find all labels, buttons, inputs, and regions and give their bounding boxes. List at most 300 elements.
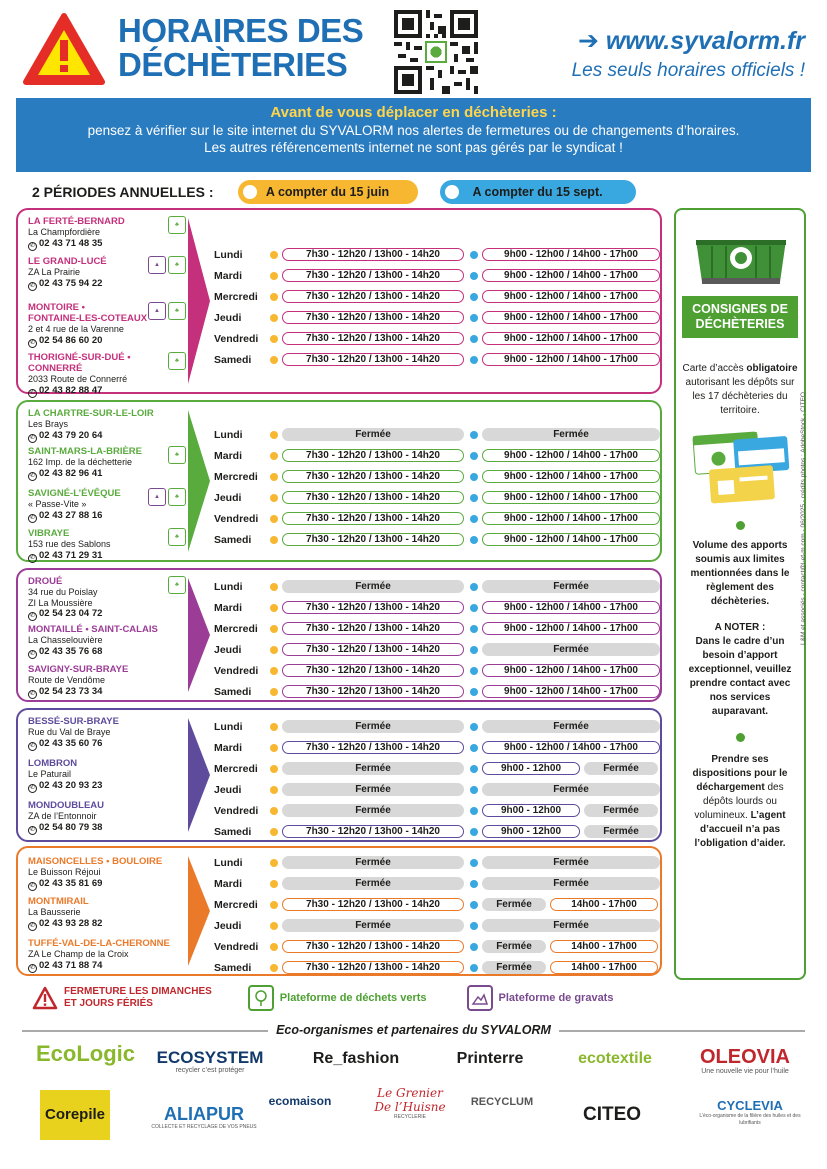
day-label: Vendredi bbox=[214, 940, 259, 953]
site-phone[interactable] bbox=[28, 550, 178, 563]
site-entry bbox=[28, 758, 178, 793]
schedule-row bbox=[214, 597, 662, 618]
partners-title-text: Eco-organismes et partenaires du SYVALORM bbox=[268, 1023, 559, 1037]
hours-badge: 7h30 - 12h20 / 13h00 - 14h20 bbox=[282, 353, 464, 366]
schedule-row bbox=[214, 424, 662, 445]
page-title bbox=[118, 14, 363, 82]
phone-icon: ✆ bbox=[29, 964, 36, 971]
phone-number: 02 54 23 73 34 bbox=[39, 685, 103, 697]
summer-hours bbox=[270, 685, 466, 698]
summer-hours bbox=[270, 825, 466, 838]
partner-tagline: RECYCLERIE bbox=[394, 1114, 426, 1120]
phone-number: 02 43 35 60 76 bbox=[39, 737, 103, 749]
site-address: 2 et 4 rue de la Varenne bbox=[28, 324, 124, 334]
blue-dot-icon bbox=[470, 356, 478, 364]
period-september bbox=[440, 180, 636, 204]
schedule-row bbox=[214, 349, 662, 370]
phone-icon: ✆ bbox=[29, 514, 36, 521]
site-name: THORIGNÉ-SUR-DUÉ • bbox=[28, 352, 131, 363]
schedule-row bbox=[214, 800, 662, 821]
heavy-loads-text-b: des dépôts lourds ou volumineux. bbox=[694, 782, 784, 821]
blue-dot-icon bbox=[470, 688, 478, 696]
summer-hours bbox=[270, 762, 466, 775]
green-waste-icon: ♣ bbox=[168, 352, 186, 370]
yellow-dot-icon bbox=[270, 515, 278, 523]
phone-number: 02 54 86 60 20 bbox=[39, 334, 103, 346]
summer-hours bbox=[270, 470, 466, 483]
phone-icon: ✆ bbox=[29, 554, 36, 561]
site-name: MONTOIRE • bbox=[28, 302, 85, 313]
site-phone[interactable] bbox=[28, 238, 178, 251]
schedule-group bbox=[16, 708, 662, 842]
schedule-row bbox=[214, 618, 662, 639]
partner-name: ecomaison bbox=[268, 1094, 332, 1108]
site-phone[interactable] bbox=[28, 510, 178, 523]
phone-number: 02 43 35 76 68 bbox=[39, 645, 103, 657]
closed-badge: Fermée bbox=[482, 643, 660, 656]
phone-number: 02 54 80 79 38 bbox=[39, 821, 103, 833]
blue-dot-icon bbox=[470, 828, 478, 836]
phone-icon: ✆ bbox=[29, 742, 36, 749]
info-banner bbox=[16, 98, 811, 172]
blue-dot-icon bbox=[442, 182, 462, 202]
winter-hours bbox=[470, 825, 662, 838]
closed-badge: Fermée bbox=[584, 804, 658, 817]
access-card-text-c: autorisant les dépôts sur les 17 déchèteries du territoire. bbox=[685, 377, 795, 416]
schedule-row bbox=[214, 894, 662, 915]
schedule-row bbox=[214, 936, 662, 957]
heavy-loads-text-c: L’agent d’accueil n’a pas l’obligation d’aider. bbox=[694, 810, 786, 849]
winter-hours bbox=[470, 762, 662, 775]
site-phone[interactable] bbox=[28, 822, 178, 835]
phone-icon: ✆ bbox=[29, 922, 36, 929]
schedule-row bbox=[214, 466, 662, 487]
closed-badge: Fermée bbox=[584, 825, 658, 838]
yellow-dot-icon bbox=[270, 604, 278, 612]
site-phone[interactable] bbox=[28, 646, 178, 659]
phone-number: 02 43 35 81 69 bbox=[39, 877, 103, 889]
site-phone[interactable] bbox=[28, 918, 178, 931]
hours-badge: 9h00 - 12h00 / 14h00 - 17h00 bbox=[482, 664, 660, 677]
partner-name: ECOSYSTEM bbox=[156, 1048, 264, 1067]
day-label: Samedi bbox=[214, 825, 252, 838]
day-label: Samedi bbox=[214, 685, 252, 698]
rubble-icon: ▲ bbox=[148, 488, 166, 506]
closed-badge: Fermée bbox=[482, 856, 660, 869]
yellow-dot-icon bbox=[270, 744, 278, 752]
arrow-icon bbox=[188, 856, 210, 966]
closed-badge: Fermée bbox=[482, 919, 660, 932]
day-label: Mardi bbox=[214, 741, 243, 754]
site-phone[interactable] bbox=[28, 430, 178, 443]
day-label: Samedi bbox=[214, 961, 252, 974]
title-line1: HORAIRES DES bbox=[118, 12, 364, 49]
site-badges bbox=[168, 216, 186, 234]
access-card-text-b: obligatoire bbox=[746, 363, 798, 374]
winter-hours bbox=[470, 940, 662, 953]
schedule-row bbox=[214, 244, 662, 265]
site-name-2: FONTAINE-LES-COTEAUX bbox=[28, 313, 148, 324]
summer-hours bbox=[270, 601, 466, 614]
schedule-row bbox=[214, 328, 662, 349]
site-name: SAINT-MARS-LA-BRIÈRE bbox=[28, 446, 142, 457]
yellow-dot-icon bbox=[270, 922, 278, 930]
hours-badge: 9h00 - 12h00 / 14h00 - 17h00 bbox=[482, 741, 660, 754]
phone-number: 02 43 79 20 64 bbox=[39, 429, 103, 441]
partner-logo bbox=[306, 1050, 406, 1072]
yellow-dot-icon bbox=[270, 536, 278, 544]
closed-badge: Fermée bbox=[282, 919, 464, 932]
yellow-dot-icon bbox=[270, 272, 278, 280]
day-label: Jeudi bbox=[214, 491, 242, 504]
yellow-dot-icon bbox=[270, 494, 278, 502]
arrow-icon bbox=[188, 718, 210, 832]
hours-badge: 9h00 - 12h00 / 14h00 - 17h00 bbox=[482, 533, 660, 546]
phone-number: 02 43 82 88 47 bbox=[39, 384, 103, 396]
hours-badge: 14h00 - 17h00 bbox=[550, 898, 658, 911]
hours-badge: 7h30 - 12h20 / 13h00 - 14h20 bbox=[282, 491, 464, 504]
blue-dot-icon bbox=[470, 536, 478, 544]
closed-badge: Fermée bbox=[282, 720, 464, 733]
hours-badge: 9h00 - 12h00 / 14h00 - 17h00 bbox=[482, 449, 660, 462]
periods-label: 2 PÉRIODES ANNUELLES : bbox=[32, 184, 214, 200]
hours-badge: 7h30 - 12h20 / 13h00 - 14h20 bbox=[282, 601, 464, 614]
blue-dot-icon bbox=[470, 251, 478, 259]
summer-hours bbox=[270, 580, 466, 593]
phone-icon: ✆ bbox=[29, 613, 36, 619]
phone-number: 02 43 71 88 74 bbox=[39, 959, 103, 971]
schedule-group bbox=[16, 208, 662, 394]
day-label: Mardi bbox=[214, 269, 243, 282]
blue-dot-icon bbox=[470, 452, 478, 460]
phone-number: 02 43 82 96 41 bbox=[39, 467, 103, 479]
green-bullet-icon bbox=[736, 521, 745, 530]
site-address: 2033 Route de Connerré bbox=[28, 374, 128, 384]
hours-badge: 9h00 - 12h00 / 14h00 - 17h00 bbox=[482, 512, 660, 525]
closed-badge: Fermée bbox=[482, 961, 546, 974]
blue-dot-icon bbox=[470, 744, 478, 752]
hours-badge: 9h00 - 12h00 / 14h00 - 17h00 bbox=[482, 491, 660, 504]
site-name: DROUÉ bbox=[28, 576, 63, 587]
green-waste-icon: ♣ bbox=[168, 528, 186, 546]
heavy-loads-text-a: Prendre ses dispositions pour le déchargement bbox=[692, 754, 788, 793]
site-entry bbox=[28, 302, 178, 348]
site-address: 153 rue des Sablons bbox=[28, 539, 111, 549]
blue-dot-icon bbox=[470, 604, 478, 612]
winter-hours bbox=[470, 622, 662, 635]
hours-badge: 7h30 - 12h20 / 13h00 - 14h20 bbox=[282, 533, 464, 546]
partner-logo bbox=[262, 1094, 338, 1142]
winter-hours bbox=[470, 470, 662, 483]
consignes-panel bbox=[674, 208, 806, 980]
phone-icon: ✆ bbox=[29, 434, 36, 441]
site-address: « Passe-Vite » bbox=[28, 499, 87, 509]
hours-badge: 9h00 - 12h00 bbox=[482, 825, 580, 838]
green-waste-icon: ♣ bbox=[168, 216, 186, 234]
site-phone[interactable] bbox=[28, 780, 178, 793]
rubble-icon: ▲ bbox=[148, 256, 166, 274]
phone-number: 02 43 71 48 35 bbox=[39, 237, 103, 249]
schedule-row bbox=[214, 286, 662, 307]
site-name: MONTMIRAIL bbox=[28, 896, 89, 907]
schedule-row bbox=[214, 873, 662, 894]
site-name: BESSÉ-SUR-BRAYE bbox=[28, 716, 119, 727]
winter-hours bbox=[470, 685, 662, 698]
hours-badge: 7h30 - 12h20 / 13h00 - 14h20 bbox=[282, 741, 464, 754]
site-entry bbox=[28, 856, 178, 891]
site-badges bbox=[168, 352, 186, 370]
site-address: Le Paturail bbox=[28, 769, 72, 779]
site-badges bbox=[148, 256, 186, 274]
hours-badge: 9h00 - 12h00 / 14h00 - 17h00 bbox=[482, 622, 660, 635]
bottom-legend bbox=[32, 980, 613, 1016]
day-label: Jeudi bbox=[214, 643, 242, 656]
summer-hours bbox=[270, 290, 466, 303]
site-badges bbox=[148, 488, 186, 506]
green-waste-legend: Plateforme de déchets verts bbox=[279, 992, 427, 1004]
winter-hours bbox=[470, 720, 662, 733]
closed-badge: Fermée bbox=[482, 428, 660, 441]
period-september-label: A compter du 15 sept. bbox=[472, 185, 603, 199]
site-phone[interactable] bbox=[28, 960, 178, 973]
schedule-row bbox=[214, 307, 662, 328]
summer-hours bbox=[270, 898, 466, 911]
hours-badge: 9h00 - 12h00 / 14h00 - 17h00 bbox=[482, 601, 660, 614]
site-name: MONTAILLÉ • SAINT-CALAIS bbox=[28, 624, 158, 635]
phone-number: 02 43 93 28 82 bbox=[39, 917, 103, 929]
site-entry bbox=[28, 446, 178, 481]
period-june bbox=[238, 180, 418, 204]
schedule-row bbox=[214, 957, 662, 978]
yellow-dot-icon bbox=[270, 251, 278, 259]
blue-dot-icon bbox=[470, 314, 478, 322]
site-phone[interactable] bbox=[28, 335, 178, 348]
site-name: TUFFÉ-VAL-DE-LA-CHERONNE bbox=[28, 938, 170, 949]
closed-badge: Fermée bbox=[482, 898, 546, 911]
website-link[interactable]: ➔ www.syvalorm.fr bbox=[577, 27, 805, 55]
partner-logo bbox=[372, 1086, 448, 1142]
schedule-group bbox=[16, 846, 662, 976]
day-label: Vendredi bbox=[214, 664, 259, 677]
yellow-dot-icon bbox=[270, 293, 278, 301]
partners-title bbox=[0, 1023, 827, 1037]
partner-logo bbox=[40, 1090, 110, 1140]
yellow-dot-icon bbox=[270, 943, 278, 951]
schedule-row bbox=[214, 915, 662, 936]
blue-dot-icon bbox=[470, 494, 478, 502]
rubble-icon bbox=[467, 985, 493, 1011]
schedule-row bbox=[214, 265, 662, 286]
hours-badge: 7h30 - 12h20 / 13h00 - 14h20 bbox=[282, 940, 464, 953]
summer-hours bbox=[270, 512, 466, 525]
summer-hours bbox=[270, 269, 466, 282]
summer-hours bbox=[270, 248, 466, 261]
closed-days-legend bbox=[64, 986, 212, 1010]
green-waste-icon: ♣ bbox=[168, 488, 186, 506]
site-address: La Champfordière bbox=[28, 227, 101, 237]
site-phone[interactable] bbox=[28, 608, 178, 621]
partner-name: EcoLogic bbox=[36, 1041, 136, 1066]
access-cards-icon bbox=[688, 426, 792, 506]
yellow-dot-icon bbox=[270, 828, 278, 836]
winter-hours bbox=[470, 580, 662, 593]
site-address: Route de Vendôme bbox=[28, 675, 106, 685]
summer-hours bbox=[270, 720, 466, 733]
partner-tagline: recycler c’est protéger bbox=[175, 1067, 245, 1074]
phone-icon: ✆ bbox=[29, 826, 36, 833]
partner-name: ALIAPUR bbox=[164, 1104, 244, 1124]
arrow-icon bbox=[188, 218, 210, 384]
winter-hours bbox=[470, 741, 662, 754]
site-phone[interactable] bbox=[28, 878, 178, 891]
warning-icon bbox=[22, 12, 106, 86]
schedule-group bbox=[16, 400, 662, 562]
schedule-row bbox=[214, 529, 662, 550]
winter-hours bbox=[470, 783, 662, 796]
schedule-row bbox=[214, 576, 662, 597]
partner-logo bbox=[560, 1050, 670, 1072]
closed-badge: Fermée bbox=[282, 783, 464, 796]
winter-hours bbox=[470, 856, 662, 869]
blue-dot-icon bbox=[470, 859, 478, 867]
winter-hours bbox=[470, 353, 662, 366]
yellow-dot-icon bbox=[270, 473, 278, 481]
site-name: MONDOUBLEAU bbox=[28, 800, 104, 811]
day-label: Lundi bbox=[214, 428, 243, 441]
day-label: Mercredi bbox=[214, 470, 258, 483]
summer-hours bbox=[270, 919, 466, 932]
site-badges bbox=[168, 576, 186, 594]
hours-badge: 9h00 - 12h00 / 14h00 - 17h00 bbox=[482, 290, 660, 303]
qr-code-icon[interactable] bbox=[394, 10, 478, 94]
phone-icon: ✆ bbox=[29, 339, 36, 346]
day-label: Lundi bbox=[214, 580, 243, 593]
site-phone[interactable] bbox=[28, 738, 178, 751]
banner-text: pensez à vérifier sur le site internet du SYVALORM nos alertes de fermetures ou de changements d’horaires. bbox=[87, 123, 740, 138]
yellow-dot-icon bbox=[270, 786, 278, 794]
yellow-dot-icon bbox=[270, 646, 278, 654]
period-june-label: A compter du 15 juin bbox=[265, 185, 390, 199]
yellow-dot-icon bbox=[270, 807, 278, 815]
winter-hours bbox=[470, 491, 662, 504]
site-phone[interactable] bbox=[28, 278, 178, 291]
yellow-dot-icon bbox=[270, 625, 278, 633]
closed-badge: Fermée bbox=[482, 783, 660, 796]
day-label: Samedi bbox=[214, 353, 252, 366]
closed-badge: Fermée bbox=[282, 877, 464, 890]
partner-name: Printerre bbox=[456, 1050, 524, 1067]
schedule-row bbox=[214, 758, 662, 779]
website-tagline: Les seuls horaires officiels ! bbox=[571, 60, 805, 81]
phone-number: 02 43 71 29 31 bbox=[39, 549, 103, 561]
blue-dot-icon bbox=[470, 765, 478, 773]
yellow-dot-icon bbox=[270, 431, 278, 439]
rubble-icon: ▲ bbox=[148, 302, 166, 320]
yellow-dot-icon bbox=[270, 452, 278, 460]
summer-hours bbox=[270, 622, 466, 635]
partner-logo bbox=[690, 1098, 810, 1144]
website-block bbox=[572, 26, 805, 82]
summer-hours bbox=[270, 741, 466, 754]
blue-dot-icon bbox=[470, 964, 478, 972]
winter-hours bbox=[470, 898, 662, 911]
yellow-dot-icon bbox=[240, 182, 260, 202]
site-badges bbox=[168, 528, 186, 546]
schedule-row bbox=[214, 737, 662, 758]
hours-badge: 7h30 - 12h20 / 13h00 - 14h20 bbox=[282, 311, 464, 324]
hours-badge: 9h00 - 12h00 / 14h00 - 17h00 bbox=[482, 332, 660, 345]
site-phone[interactable] bbox=[28, 385, 178, 398]
winter-hours bbox=[470, 248, 662, 261]
closed-days-line1: FERMETURE LES DIMANCHES bbox=[64, 986, 212, 997]
blue-dot-icon bbox=[470, 335, 478, 343]
winter-hours bbox=[470, 601, 662, 614]
green-bullet-icon bbox=[736, 733, 745, 742]
day-label: Mercredi bbox=[214, 290, 258, 303]
site-phone[interactable] bbox=[28, 686, 178, 699]
summer-hours bbox=[270, 353, 466, 366]
blue-dot-icon bbox=[470, 473, 478, 481]
hours-badge: 7h30 - 12h20 / 13h00 - 14h20 bbox=[282, 332, 464, 345]
phone-icon: ✆ bbox=[29, 882, 36, 889]
summer-hours bbox=[270, 877, 466, 890]
blue-dot-icon bbox=[470, 293, 478, 301]
access-card-text-a: Carte d’accès bbox=[682, 363, 744, 374]
summer-hours bbox=[270, 533, 466, 546]
hours-badge: 9h00 - 12h00 bbox=[482, 762, 580, 775]
winter-hours bbox=[470, 269, 662, 282]
day-label: Lundi bbox=[214, 248, 243, 261]
site-name: LA FERTÉ-BERNARD bbox=[28, 216, 125, 227]
site-address: ZA La Prairie bbox=[28, 267, 81, 277]
partner-logo bbox=[134, 1104, 274, 1134]
winter-hours bbox=[470, 533, 662, 546]
winter-hours bbox=[470, 961, 662, 974]
hours-badge: 9h00 - 12h00 / 14h00 - 17h00 bbox=[482, 311, 660, 324]
green-waste-icon: ♣ bbox=[168, 256, 186, 274]
yellow-dot-icon bbox=[270, 859, 278, 867]
site-name-2: CONNERRÉ bbox=[28, 363, 83, 374]
yellow-dot-icon bbox=[270, 356, 278, 364]
yellow-dot-icon bbox=[270, 688, 278, 696]
site-badges bbox=[168, 446, 186, 464]
blue-dot-icon bbox=[470, 431, 478, 439]
site-entry bbox=[28, 624, 178, 659]
winter-hours bbox=[470, 449, 662, 462]
partner-tagline: L’éco-organisme de la filière des huiles et des lubrifiants bbox=[699, 1113, 801, 1126]
day-label: Lundi bbox=[214, 720, 243, 733]
partner-name: CYCLEVIA bbox=[717, 1098, 783, 1113]
summer-hours bbox=[270, 940, 466, 953]
winter-hours bbox=[470, 643, 662, 656]
site-phone[interactable] bbox=[28, 468, 178, 481]
hours-badge: 7h30 - 12h20 / 13h00 - 14h20 bbox=[282, 685, 464, 698]
site-address: Les Brays bbox=[28, 419, 69, 429]
site-address: 34 rue du Poislay bbox=[28, 587, 98, 597]
site-entry bbox=[28, 256, 178, 291]
closed-badge: Fermée bbox=[482, 720, 660, 733]
partner-logo bbox=[690, 1046, 800, 1074]
hours-badge: 14h00 - 17h00 bbox=[550, 940, 658, 953]
hours-badge: 7h30 - 12h20 / 13h00 - 14h20 bbox=[282, 664, 464, 677]
site-entry bbox=[28, 528, 178, 563]
day-label: Vendredi bbox=[214, 512, 259, 525]
partner-tagline: COLLECTE ET RECYCLAGE DE VOS PNEUS bbox=[151, 1124, 257, 1130]
closed-badge: Fermée bbox=[482, 877, 660, 890]
closed-badge: Fermée bbox=[282, 762, 464, 775]
hours-badge: 9h00 - 12h00 / 14h00 - 17h00 bbox=[482, 353, 660, 366]
winter-hours bbox=[470, 332, 662, 345]
